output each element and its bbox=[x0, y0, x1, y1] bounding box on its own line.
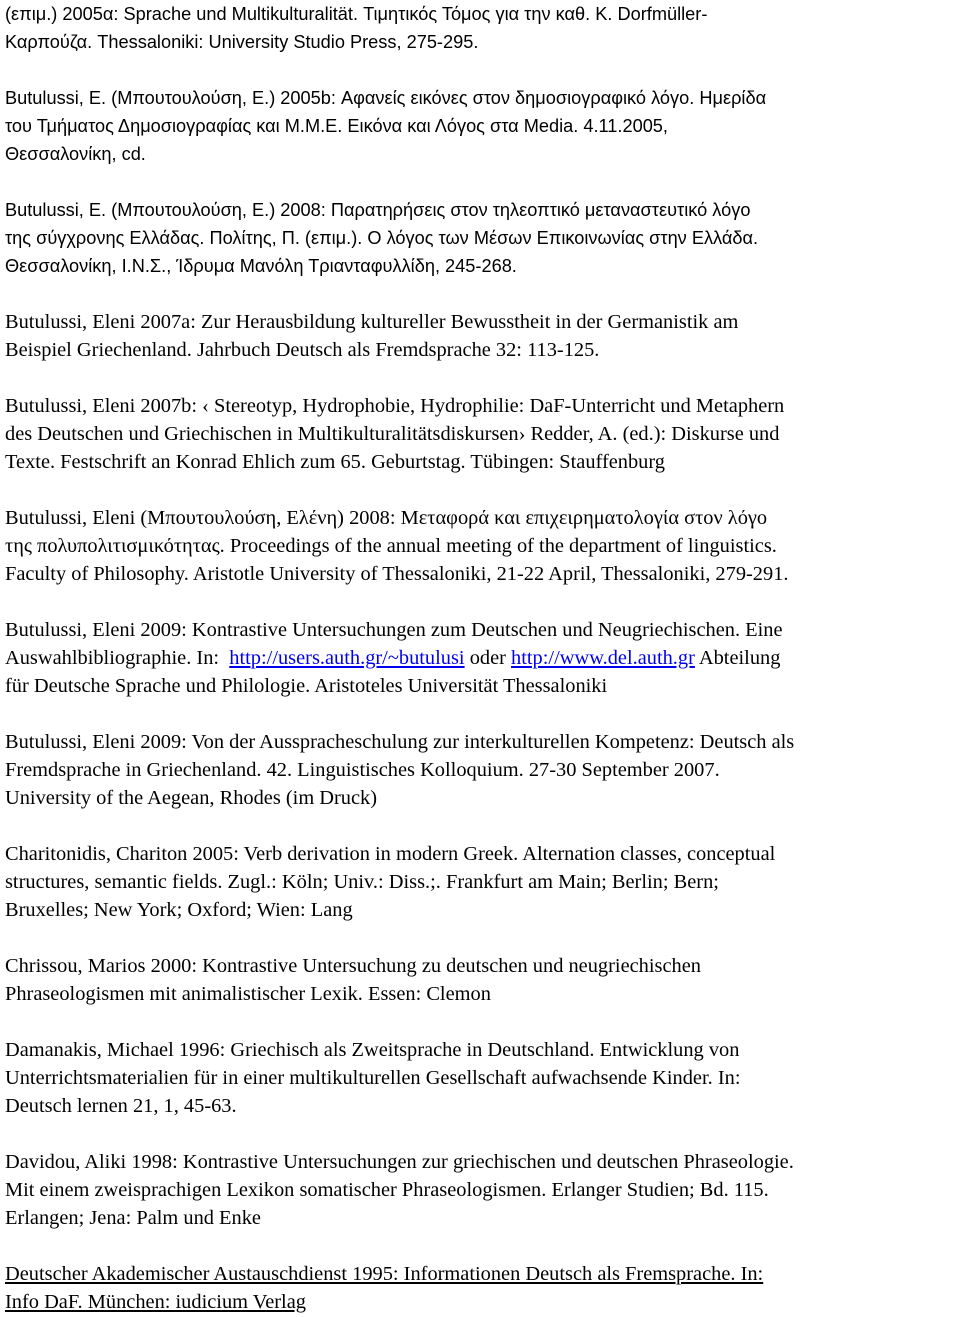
link-users-auth-butulusi[interactable]: http://users.auth.gr/~butulusi bbox=[229, 647, 465, 669]
bibliography-entry bbox=[5, 308, 957, 364]
bibliography-entry bbox=[5, 952, 957, 1008]
entry-line: Butulussi, E. (Μπουτουλούση, Ε.) 2008: Παρατηρήσεις στον τηλεοπτικό μεταναστευτικό λόγο bbox=[5, 200, 751, 220]
entry-line: Mit einem zweisprachigen Lexikon somatischer Phraseologismen. Erlanger Studien; Bd. 115. bbox=[5, 1179, 769, 1201]
entry-line: Fremdsprache in Griechenland. 42. Linguistisches Kolloquium. 27-30 September 2007. bbox=[5, 759, 720, 781]
entry-line: Butulussi, E. (Μπουτουλούση, Ε.) 2005b: Αφανείς εικόνες στον δημοσιογραφικό λόγο. Ημερίδα bbox=[5, 88, 767, 108]
entry-line: της πολυπολιτισμικότητας. Proceedings of the annual meeting of the department of linguistics. bbox=[5, 535, 777, 557]
entry-line: Butulussi, Eleni 2007b: ‹ Stereotyp, Hydrophobie, Hydrophilie: DaF-Unterricht und Metaphern bbox=[5, 395, 785, 417]
bibliography-entry bbox=[5, 616, 957, 700]
entry-line: Damanakis, Michael 1996: Griechisch als Zweitsprache in Deutschland. Entwicklung von bbox=[5, 1039, 740, 1061]
entry-line: Unterrichtsmaterialien für in einer multikulturellen Gesellschaft aufwachsende Kinder. In: bbox=[5, 1067, 741, 1089]
entry-line: Butulussi, Eleni 2009: Von der Ausspracheschulung zur interkulturellen Kompetenz: Deutsch als bbox=[5, 731, 795, 753]
bibliography-entry bbox=[5, 1148, 957, 1232]
entry-line: Chrissou, Marios 2000: Kontrastive Untersuchung zu deutschen und neugriechischen bbox=[5, 955, 701, 977]
entry-text: oder bbox=[464, 647, 512, 669]
entry-line: Καρπούζα. Thessaloniki: University Studio Press, 275-295. bbox=[5, 32, 479, 52]
entry-line: University of the Aegean, Rhodes (im Druck) bbox=[5, 787, 378, 809]
bibliography-entry bbox=[5, 728, 957, 812]
entry-line: des Deutschen und Griechischen in Multikulturalitätsdiskursen› Redder, A. (ed.): Diskurse und bbox=[5, 423, 780, 445]
entry-line: Faculty of Philosophy. Aristotle University of Thessaloniki, 21-22 April, Thessaloniki, 279-291. bbox=[5, 563, 789, 585]
entry-line: Davidou, Aliki 1998: Kontrastive Untersuchungen zur griechischen und deutschen Phraseologie. bbox=[5, 1151, 794, 1173]
entry-line: für Deutsche Sprache und Philologie. Aristoteles Universität Thessaloniki bbox=[5, 675, 608, 697]
bibliography-entry bbox=[5, 1036, 957, 1120]
entry-line: structures, semantic fields. Zugl.: Köln; Univ.: Diss.;. Frankfurt am Main; Berlin; Bern; bbox=[5, 871, 719, 893]
entry-text: Info DaF. München: iudicium Verlag bbox=[5, 1291, 306, 1313]
bibliography-entry bbox=[5, 504, 957, 588]
entry-line: (επιμ.) 2005α: Sprache und Multikulturalität. Τιμητικός Τόμος για την καθ. Κ. Dorfmüller- bbox=[5, 4, 708, 24]
entry-line: του Τμήματος Δημοσιογραφίας και Μ.Μ.Ε. Εικόνα και Λόγος στα Media. 4.11.2005, bbox=[5, 116, 668, 136]
entry-line: Butulussi, Eleni 2007a: Zur Herausbildung kultureller Bewusstheit in der Germanistik am bbox=[5, 311, 739, 333]
entry-line: Erlangen; Jena: Palm und Enke bbox=[5, 1207, 261, 1229]
entry-line: Butulussi, Eleni (Μπουτουλούση, Ελένη) 2008: Μεταφορά και επιχειρηματολογία στον λόγο bbox=[5, 507, 768, 529]
bibliography-entry bbox=[5, 84, 957, 168]
link-del-auth[interactable]: http://www.del.auth.gr bbox=[511, 647, 695, 669]
entry-text: Deutscher Akademischer Austauschdienst 1995: Informationen Deutsch als Fremsprache. In: bbox=[5, 1263, 764, 1285]
entry-line: Beispiel Griechenland. Jahrbuch Deutsch als Fremdsprache 32: 113-125. bbox=[5, 339, 600, 361]
entry-line: Θεσσαλονίκη, cd. bbox=[5, 144, 146, 164]
entry-line bbox=[5, 1288, 957, 1316]
entry-line: Texte. Festschrift an Konrad Ehlich zum 65. Geburtstag. Tübingen: Stauffenburg bbox=[5, 451, 665, 473]
entry-line: Θεσσαλονίκη, Ι.Ν.Σ., Ίδρυμα Μανόλη Τριανταφυλλίδη, 245-268. bbox=[5, 256, 517, 276]
entry-line: Bruxelles; New York; Oxford; Wien: Lang bbox=[5, 899, 353, 921]
entry-line: της σύγχρονης Ελλάδας. Πολίτης, Π. (επιμ.). Ο λόγος των Μέσων Επικοινωνίας στην Ελλάδα. bbox=[5, 228, 759, 248]
entry-text: Abteilung bbox=[694, 647, 781, 669]
entry-line: Phraseologismen mit animalistischer Lexik. Essen: Clemon bbox=[5, 983, 491, 1005]
bibliography-entry bbox=[5, 0, 957, 56]
bibliography-entry bbox=[5, 840, 957, 924]
entry-line: Charitonidis, Chariton 2005: Verb derivation in modern Greek. Alternation classes, conceptual bbox=[5, 843, 776, 865]
entry-line bbox=[5, 1260, 957, 1288]
entry-line: Butulussi, Eleni 2009: Kontrastive Untersuchungen zum Deutschen und Neugriechischen. Eine bbox=[5, 619, 783, 641]
entry-text: Auswahlbibliographie. In: bbox=[5, 647, 230, 669]
bibliography-entry bbox=[5, 392, 957, 476]
entry-line: Deutsch lernen 21, 1, 45-63. bbox=[5, 1095, 237, 1117]
entry-line bbox=[5, 644, 957, 672]
bibliography-entry bbox=[5, 1260, 957, 1316]
bibliography-page bbox=[5, 0, 957, 1316]
bibliography-entry bbox=[5, 196, 957, 280]
